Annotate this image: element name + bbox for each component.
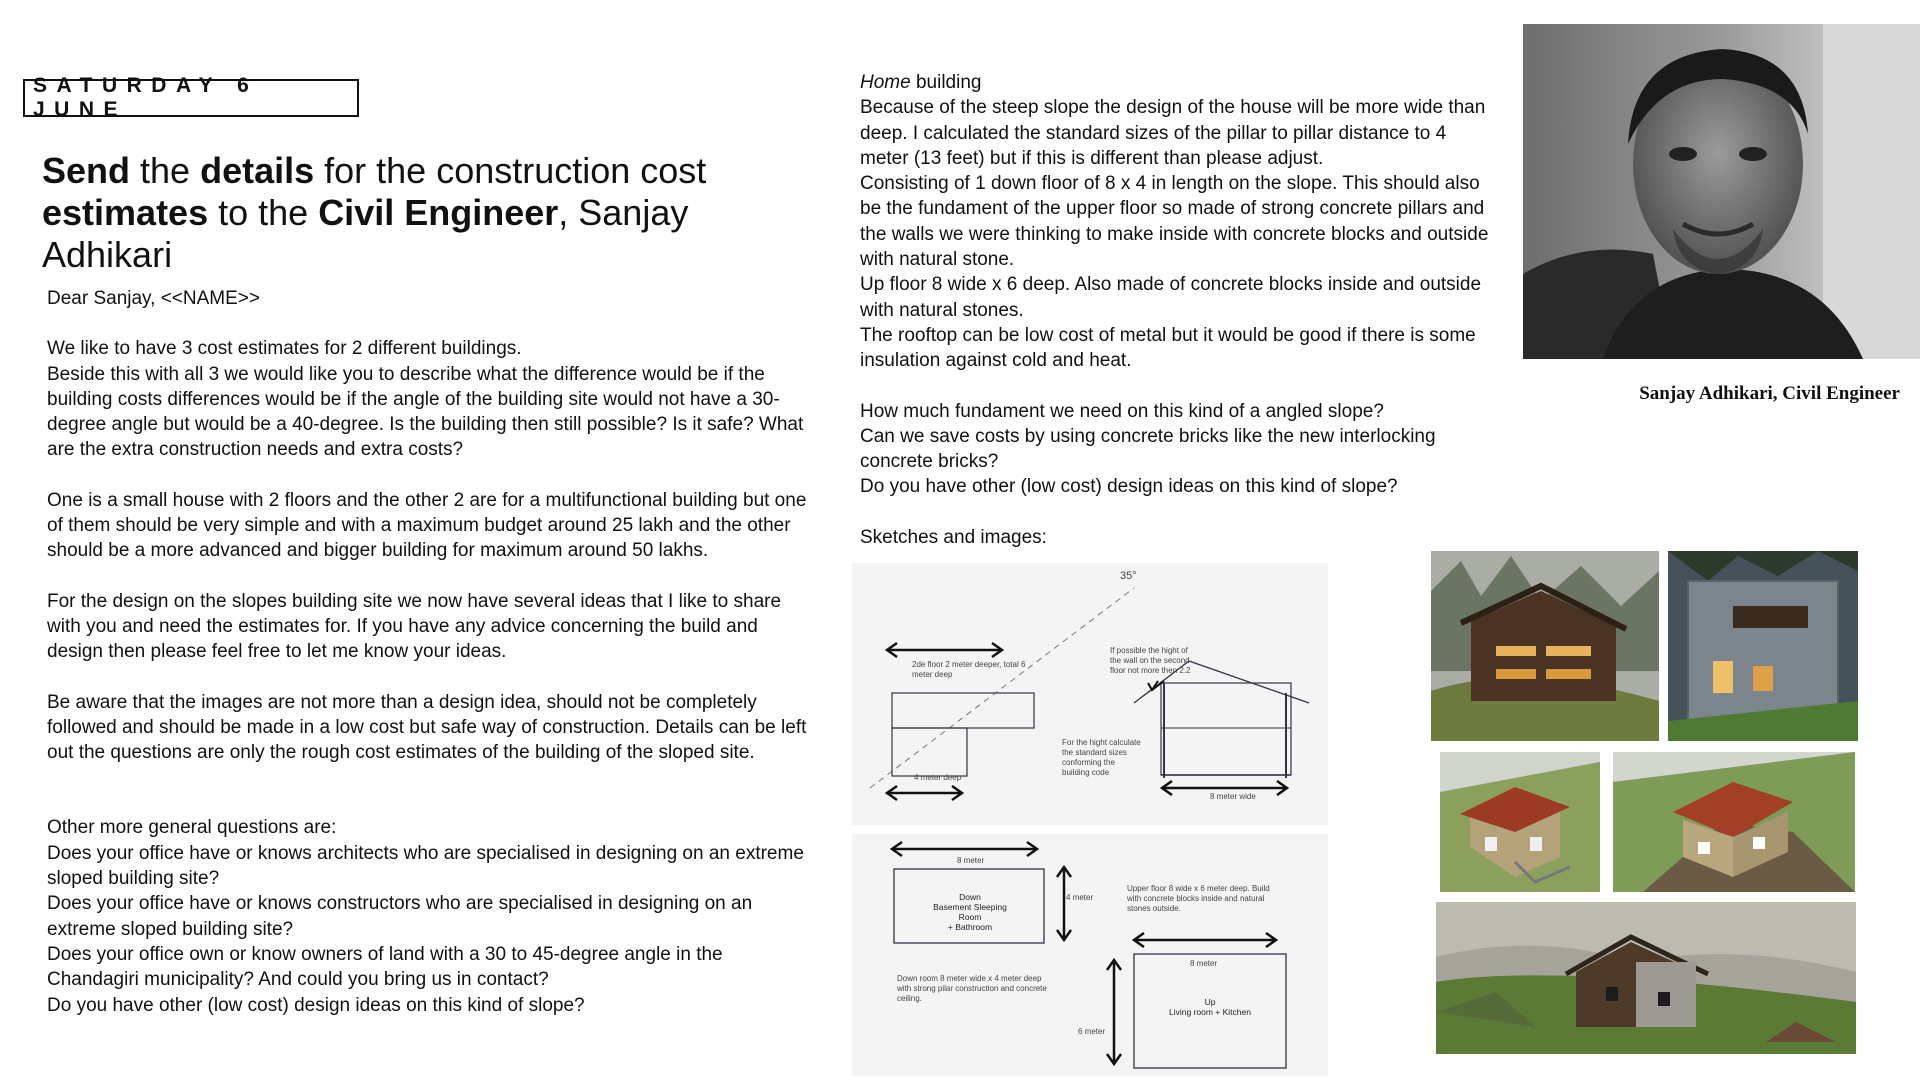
page-title [42,150,822,276]
sketch-note: 8 meter wide [1210,792,1256,801]
general-question: Does your office own or know owners of land with a 30 to 45-degree angle in the Chandagiri municipality? And could you bring us in contact? [47,943,723,991]
title-part: details [200,150,315,191]
letter-paragraph: Be aware that the images are not more than a design idea, should not be completely followed and should be made in a low cost but safe way of construction. Details can be left out the questions are only the rough cost estimates of the building of the sloped site. [47,691,807,764]
sketch-note: 8 meter [1190,959,1218,968]
sketch-note: 2de floor 2 meter deeper, total 6 meter deep [912,660,1026,679]
title-part: estimates [42,192,209,233]
sketch-note: Upper floor 8 wide x 6 meter deep. Build with concrete blocks inside and natural stones outside. [1127,884,1270,913]
model-render-1-drawing [1440,752,1600,892]
model-render-2-image [1613,752,1855,892]
general-question: Does your office have or knows architects who are specialised in designing on an extreme sloped building site? [47,842,804,890]
sketches-label: Sketches and images: [860,526,1047,548]
up-room-label [1164,997,1256,1017]
general-question: Do you have other (low cost) design ideas on this kind of slope? [47,994,585,1016]
engineer-photo [1523,24,1920,359]
home-line: Consisting of 1 down floor of 8 x 4 in length on the slope. This should also be the fundament of the upper floor so made of strong concrete pillars and the walls we were thinking to make inside with concrete blocks and outside with natural stone. [860,173,1489,271]
letter-body [47,286,817,1018]
title-part: the [130,150,201,191]
portrait-image [1523,24,1920,359]
title-part: for the construction cost [314,150,707,191]
model-render-2-drawing [1613,752,1855,892]
sketch-side-view [852,563,1328,825]
up-title: Up [1204,997,1216,1007]
general-question: Does your office have or knows constructors who are specialised in designing on an extreme sloped building site? [47,893,753,940]
sketch-note: For the hight calculate the standard sizes conforming the building code [1062,738,1141,777]
title-part: Civil Engineer [318,192,559,233]
date-label: SATURDAY 6 JUNE [23,79,359,117]
home-line: Up floor 8 wide x 6 deep. Also made of concrete blocks inside and outside with natural stones. [860,274,1482,321]
letter-paragraph: For the design on the slopes building site we now have several ideas that I like to share with you and need the estimates for. If you have any advice concerning the build and design then please feel free to let me know your ideas. [47,590,782,663]
sketch-note: 4 meter [1066,893,1094,902]
cabin-forest-drawing [1431,551,1659,741]
down-bath: + Bathroom [947,922,993,932]
sketch-note: 4 meter deep [914,773,962,782]
sketch-angle: 35° [1120,570,1137,582]
letter-paragraph: Beside this with all 3 we would like you to describe what the difference would be if the building costs differences would be if the angle of the building site would not have a 30-degree angle but would be a 40-degree. Is the building then still possible? Is it safe? What are the extra construction needs and extra costs? [47,363,804,461]
letter-paragraph: One is a small house with 2 floors and the other 2 are for a multifunctional building but one of them should be very simple and with a maximum budget around 25 lakh and the other should be a more advanced and bigger building for maximum around 50 lakhs. [47,489,807,562]
home-line: The rooftop can be low cost of metal but it would be good if there is some insulation against cold and heat. [860,324,1476,372]
down-title: Down [959,892,981,902]
general-questions-heading: Other more general questions are: [47,817,337,839]
title-part: Send [42,150,131,191]
stone-house-drawing [1668,551,1858,741]
home-question: Do you have other (low cost) design ideas on this kind of slope? [860,476,1398,498]
alpine-cabin-image [1436,902,1856,1054]
up-room: Living room + Kitchen [1169,1007,1251,1017]
sketch-floor-plan [852,834,1328,1076]
sketch-note: If possible the hight of the wall on the second floor not more then 2.2 [1110,646,1191,675]
down-room-label [924,892,1016,932]
sketch-note: 6 meter [1078,1027,1106,1036]
title-part: to the [208,192,319,233]
sketch-note: 8 meter [957,856,985,865]
home-line: Because of the steep slope the design of the house will be more wide than deep. I calculated the standard sizes of the pillar to pillar distance to 4 meter (13 feet) but if this is different than please adjust. [860,97,1486,169]
sketch-drawing [852,563,1328,825]
sketch-note: Down room 8 meter wide x 4 meter deep with strong pilar construction and concrete ceiling. [897,974,1047,1003]
down-room: Basement Sleeping Room [933,902,1007,922]
title-part: , Sanjay Adhikari [42,192,689,275]
home-building-section [860,70,1500,550]
cabin-forest-image [1431,551,1659,741]
floorplan-drawing [852,834,1328,1076]
home-heading-italic: Home [860,72,911,93]
letter-paragraph: We like to have 3 cost estimates for 2 different buildings. [47,338,522,360]
stone-house-image [1668,551,1858,741]
model-render-1-image [1440,752,1600,892]
home-question: Can we save costs by using concrete bricks like the new interlocking concrete bricks? [860,425,1436,473]
home-heading-rest: building [910,72,982,93]
alpine-cabin-drawing [1436,902,1856,1054]
home-question: How much fundament we need on this kind of a angled slope? [860,400,1384,422]
letter-greeting: Dear Sanjay, <<NAME>> [47,288,260,309]
home-heading [860,70,1500,95]
photo-caption: Sanjay Adhikari, Civil Engineer [1639,383,1900,404]
